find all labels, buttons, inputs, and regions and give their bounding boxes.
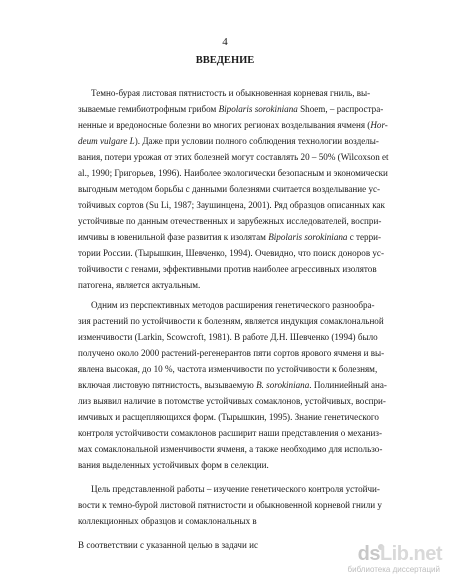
watermark-tagline: библиотека диссертаций [347,565,440,574]
text-line-1: Темно-бурая листовая пятнистость и обыкновенная корневая гниль, вы- [91,88,371,98]
text-line-26: вости к темно-бурой листовой пятнистости и обыкновенной корневой гнили у [78,500,382,510]
text-line-2: зываемые гемибиотрофным грибом Bipolaris sorokiniana Shoem, – распростра- [78,104,384,114]
text-line-28: В соответствии с указанной целью в задачи ис [78,540,258,550]
text-line-15: зия растений по устойчивости к болезням, является индукция сомаклональной [78,316,384,326]
text-line-22: контроля устойчивости сомаклонов расширит наши представления о механиз- [78,428,383,438]
text-line-21: имчивых и расщепляющихся форм. (Тырышкин, 1995). Знание генетического [78,412,379,422]
text-line-4: deum vulgare L). Даже при условии полного соблюдения технологии возделы- [78,136,379,146]
text-line-16: изменчивости (Larkin, Scowcroft, 1981). В работе Д.Н. Шевченко (1994) было [78,332,378,342]
text-line-5: вания, потери урожая от этих болезней могут составлять 20 – 50% (Wilcoxson et [78,152,389,162]
section-heading: ВВЕДЕНИЕ [195,55,255,66]
text-line-8: тойчивых сортов (Su Li, 1987; Заушинцена, 2001). Ряд образцов описанных как [78,200,385,210]
text-line-13: патогена, является актуальным. [78,280,201,290]
text-line-9: устойчивые по данным отечественных и зарубежных исследователей, воспри- [78,216,382,226]
text-line-11: тории России. (Тырышкин, Шевченко, 1994). Очевидно, что поиск доноров ус- [78,248,384,258]
watermark [332,543,442,579]
text-line-24: вания выделенных устойчивых форм в селекции. [78,460,269,470]
text-line-19: включая листовую пятнистость, вызываемую B. sorokiniana. Полиниейный ана- [78,380,387,390]
text-line-23: мах сомаклональной изменчивости ячменя, а также необходимо для использо- [78,444,383,454]
watermark-logo: dsLib.net [357,543,442,565]
text-line-20: лиз выявил наличие в потомстве устойчивых сомаклонов, устойчивых, воспри- [78,396,386,406]
text-line-18: явлена высокая, до 10 %, частота изменчивости по устойчивости к болезням, [78,364,378,374]
text-line-3: ненные и вредоносные болезни во многих регионах возделывания ячменя (Hor- [78,120,388,130]
text-line-12: тойчивости с генами, эффективными против наиболее агрессивных изолятов [78,264,377,274]
text-line-25: Цель представленной работы – изучение генетического контроля устойчи- [91,484,380,494]
text-line-6: al., 1990; Григорьев, 1996). Наиболее экологически безопасным и экономически [78,168,388,178]
page-number: 4 [222,36,228,48]
text-line-10: имчивы в ювенильной фазе развития к изолятам Bipolaris sorokiniana с терри- [78,232,382,242]
text-line-17: получено около 2000 растений-регенерантов пяти сортов ярового ячменя и вы- [78,348,385,358]
text-line-27: коллекционных образцов и сомаклональных в [78,516,257,526]
text-line-7: выгодным методом борьбы с данными болезнями считается возделывание ус- [78,184,381,194]
text-line-14: Одним из перспективных методов расширения генетического разнообра- [91,300,375,310]
